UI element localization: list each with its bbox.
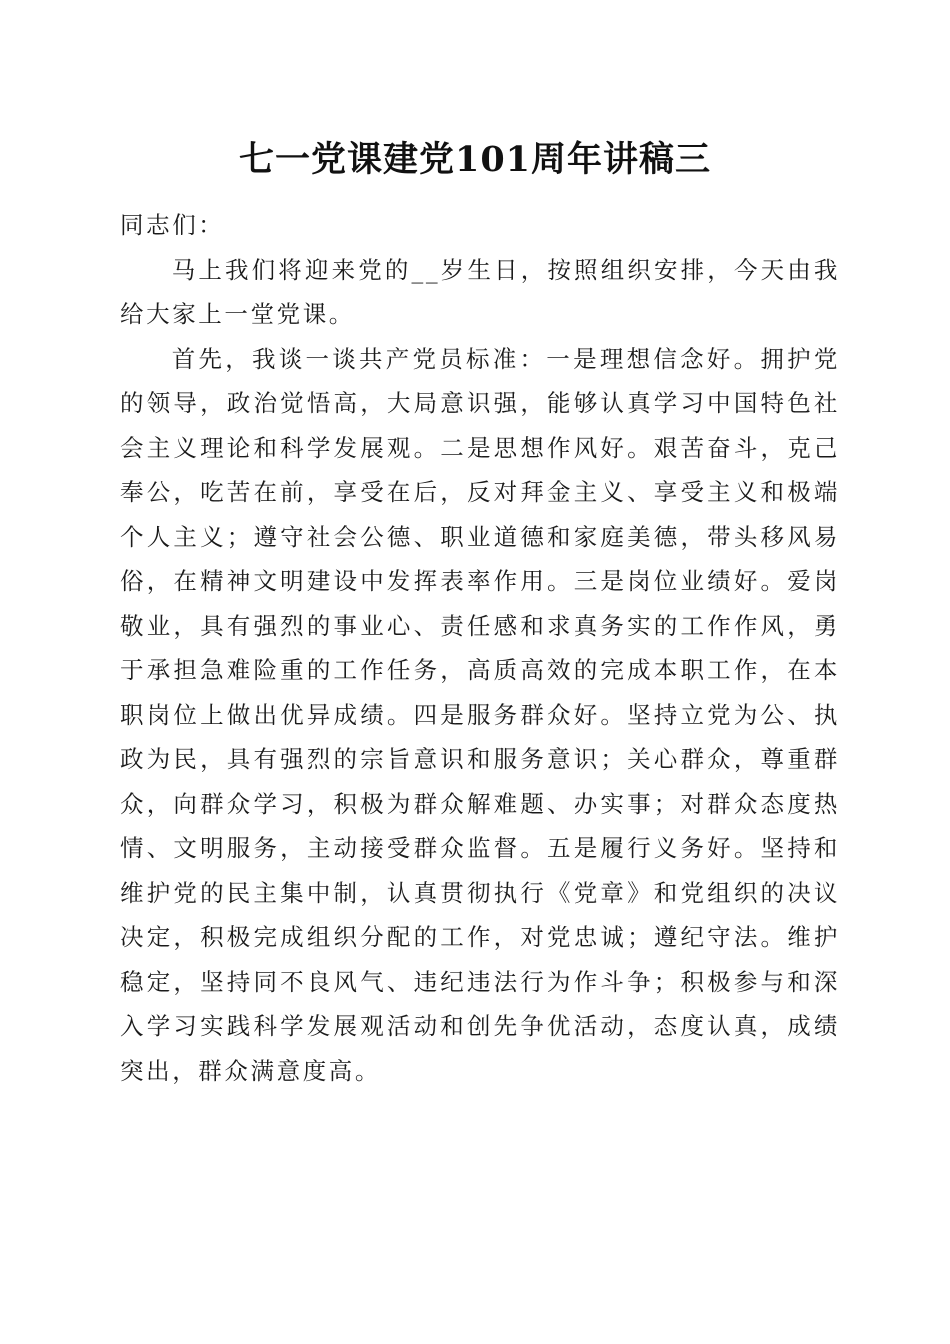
document-body <box>120 203 840 1093</box>
paragraph-standards: 首先，我谈一谈共产党员标准：一是理想信念好。拥护党的领导，政治觉悟高，大局意识强，能够认真学习中国特色社会主义理论和科学发展观。二是思想作风好。艰苦奋斗，克己奉公，吃苦在前，享受在后，反对拜金主义、享受主义和极端个人主义；遵守社会公德、职业道德和家庭美德，带头移风易俗，在精神文明建设中发挥表率作用。三是岗位业绩好。爱岗敬业，具有强烈的事业心、责任感和求真务实的工作作风，勇于承担急难险重的工作任务，高质高效的完成本职工作，在本职岗位上做出优异成绩。四是服务群众好。坚持立党为公、执政为民，具有强烈的宗旨意识和服务意识；关心群众，尊重群众，向群众学习，积极为群众解难题、办实事；对群众态度热情、文明服务，主动接受群众监督。五是履行义务好。坚持和维护党的民主集中制，认真贯彻执行《党章》和党组织的决议决定，积极完成组织分配的工作，对党忠诚；遵纪守法。维护稳定，坚持同不良风气、违纪违法行为作斗争；积极参与和深入学习实践科学发展观活动和创先争优活动，态度认真，成绩突出，群众满意度高。 <box>120 344 840 1085</box>
paragraph-intro: 马上我们将迎来党的__岁生日，按照组织安排，今天由我给大家上一堂党课。 <box>120 255 840 328</box>
document-title: 七一党课建党101周年讲稿三 <box>238 139 712 180</box>
salutation: 同志们： <box>120 211 225 239</box>
